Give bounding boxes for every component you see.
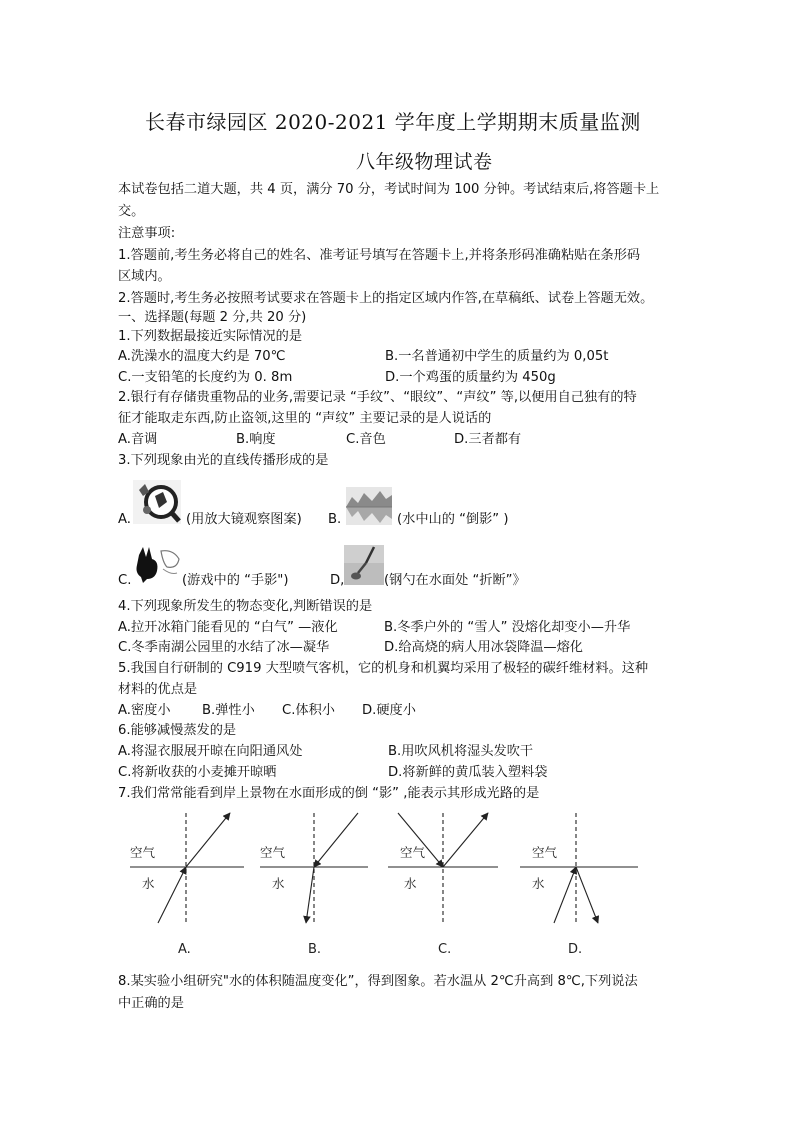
- diagram-a-ray-out: [186, 813, 230, 867]
- diagram-d-ray-out: [576, 867, 598, 923]
- q5-option-c: C.体积小: [282, 703, 335, 718]
- note-1a: 1.答题前,考生务必将自己的姓名、准考证号填写在答题卡上,并将条形码准确粘贴在条形码: [118, 248, 641, 263]
- q6-option-c: C.将新收获的小麦摊开晾晒: [118, 765, 277, 780]
- diagram-c-label: C.: [438, 942, 452, 957]
- diagram-b-ray-out: [306, 867, 314, 923]
- diagram-b-water-label: 水: [272, 876, 285, 891]
- diagram-d-label: D.: [568, 942, 583, 957]
- title: 长春市绿园区 2020-2021 学年度上学期期末质量监测: [145, 110, 641, 134]
- q4-stem: 4.下列现象所发生的物态变化,判断错误的是: [118, 599, 373, 614]
- q3-option-d-label: D,: [330, 573, 345, 588]
- note-2: 2.答题时,考生务必按照考试要求在答题卡上的指定区域内作答,在草稿纸、试卷上答题无效。: [118, 291, 654, 306]
- q2-stem-2: 征才能取走东西,防止盗领,这里的 “声纹” 主要记录的是人说话的: [118, 411, 492, 426]
- q3-option-a-label: A.: [118, 512, 131, 527]
- q6-option-d: D.将新鲜的黄瓜装入塑料袋: [388, 765, 548, 780]
- q1-option-c: C.一支铅笔的长度约为 0. 8m: [118, 370, 293, 385]
- q8-stem-1: 8.某实验小组研究"水的体积随温度变化”，得到图象。若水温从 2℃升高到 8℃,下列说法: [118, 974, 638, 989]
- subtitle: 八年级物理试卷: [356, 151, 493, 173]
- diagram-c-water-label: 水: [404, 876, 417, 891]
- q6-stem: 6.能够减慢蒸发的是: [118, 723, 237, 738]
- diagram-a-label: A.: [178, 942, 191, 957]
- diagram-c-ray-out: [443, 813, 488, 867]
- q5-stem-2: 材料的优点是: [118, 682, 198, 697]
- section-1-heading: 一、选择题(每题 2 分,共 20 分): [118, 310, 307, 325]
- diagram-b-label: B.: [308, 942, 322, 957]
- q5-option-d: D.硬度小: [362, 703, 416, 718]
- q7-stem: 7.我们常常能看到岸上景物在水面形成的倒 “影” ,能表示其形成光路的是: [118, 786, 540, 801]
- hand-shadow-image: [133, 545, 183, 585]
- q3-option-c-label: C.: [118, 573, 132, 588]
- q2-option-d: D.三者都有: [454, 432, 522, 447]
- q4-option-d: D.给高烧的病人用冰袋降温—熔化: [384, 640, 583, 655]
- q1-stem: 1.下列数据最接近实际情况的是: [118, 329, 303, 344]
- q4-option-a: A.拉开冰箱门能看见的 “白气” —液化: [118, 620, 338, 635]
- q5-option-a: A.密度小: [118, 703, 171, 718]
- q1-option-b: B.一名普通初中学生的质量约为 0,05t: [385, 349, 609, 364]
- diagram-a-ray-in: [158, 867, 186, 923]
- diagram-a-water-label: 水: [142, 876, 155, 891]
- q6-option-b: B.用吹风机将湿头发吹干: [388, 744, 534, 759]
- diagram-d-water-label: 水: [532, 876, 545, 891]
- q3-option-c-text: (游戏中的 “手影"): [182, 573, 289, 588]
- q2-option-a: A.音调: [118, 432, 158, 447]
- q2-option-b: B.响度: [236, 432, 276, 447]
- diagram-a-air-label: 空气: [130, 845, 156, 860]
- q4-option-c: C.冬季南湖公园里的水结了冰—凝华: [118, 640, 330, 655]
- q3-option-b-label: B.: [328, 512, 342, 527]
- intro-line-2: 交。: [118, 204, 145, 219]
- intro-line-1: 本试卷包括二道大题，共 4 页，满分 70 分，考试时间为 100 分钟。考试结束后,将答题卡上: [118, 182, 660, 197]
- q5-stem-1: 5.我国自行研制的 C919 大型喷气客机，它的机身和机翼均采用了极轻的碳纤维材料。这种: [118, 661, 649, 676]
- q6-option-a: A.将湿衣服展开晾在向阳通风处: [118, 744, 303, 759]
- q7-light-path-diagrams: [118, 805, 648, 965]
- q3-option-a-text: (用放大镜观察图案): [186, 512, 302, 527]
- magnifier-image: [133, 480, 181, 524]
- q4-option-b: B.冬季户外的 “雪人” 没熔化却变小—升华: [384, 620, 631, 635]
- q2-option-c: C.音色: [346, 432, 386, 447]
- q3-option-d-text: (钢勺在水面处 “折断”》: [384, 573, 526, 588]
- diagram-d-air-label: 空气: [532, 845, 558, 860]
- spoon-in-water-image: [344, 545, 384, 585]
- q1-option-a: A.洗澡水的温度大约是 70℃: [118, 349, 286, 364]
- diagram-b-ray-in: [314, 813, 358, 867]
- diagram-d-ray-in: [554, 867, 576, 923]
- notes-title: 注意事项:: [118, 226, 176, 241]
- q3-option-b-text: (水中山的 “倒影” ): [397, 512, 509, 527]
- diagram-b-air-label: 空气: [260, 845, 286, 860]
- note-1b: 区域内。: [118, 269, 171, 284]
- mountain-reflection-image: [346, 487, 392, 525]
- q5-option-b: B.弹性小: [202, 703, 255, 718]
- q3-stem: 3.下列现象由光的直线传播形成的是: [118, 453, 329, 468]
- q2-stem-1: 2.银行有存储贵重物品的业务,需要记录 “手纹”、“眼纹”、“声纹” 等,以便用自己独有的特: [118, 390, 637, 405]
- q1-option-d: D.一个鸡蛋的质量约为 450g: [385, 370, 556, 385]
- q8-stem-2: 中正确的是: [118, 996, 184, 1011]
- diagram-c-air-label: 空气: [400, 845, 426, 860]
